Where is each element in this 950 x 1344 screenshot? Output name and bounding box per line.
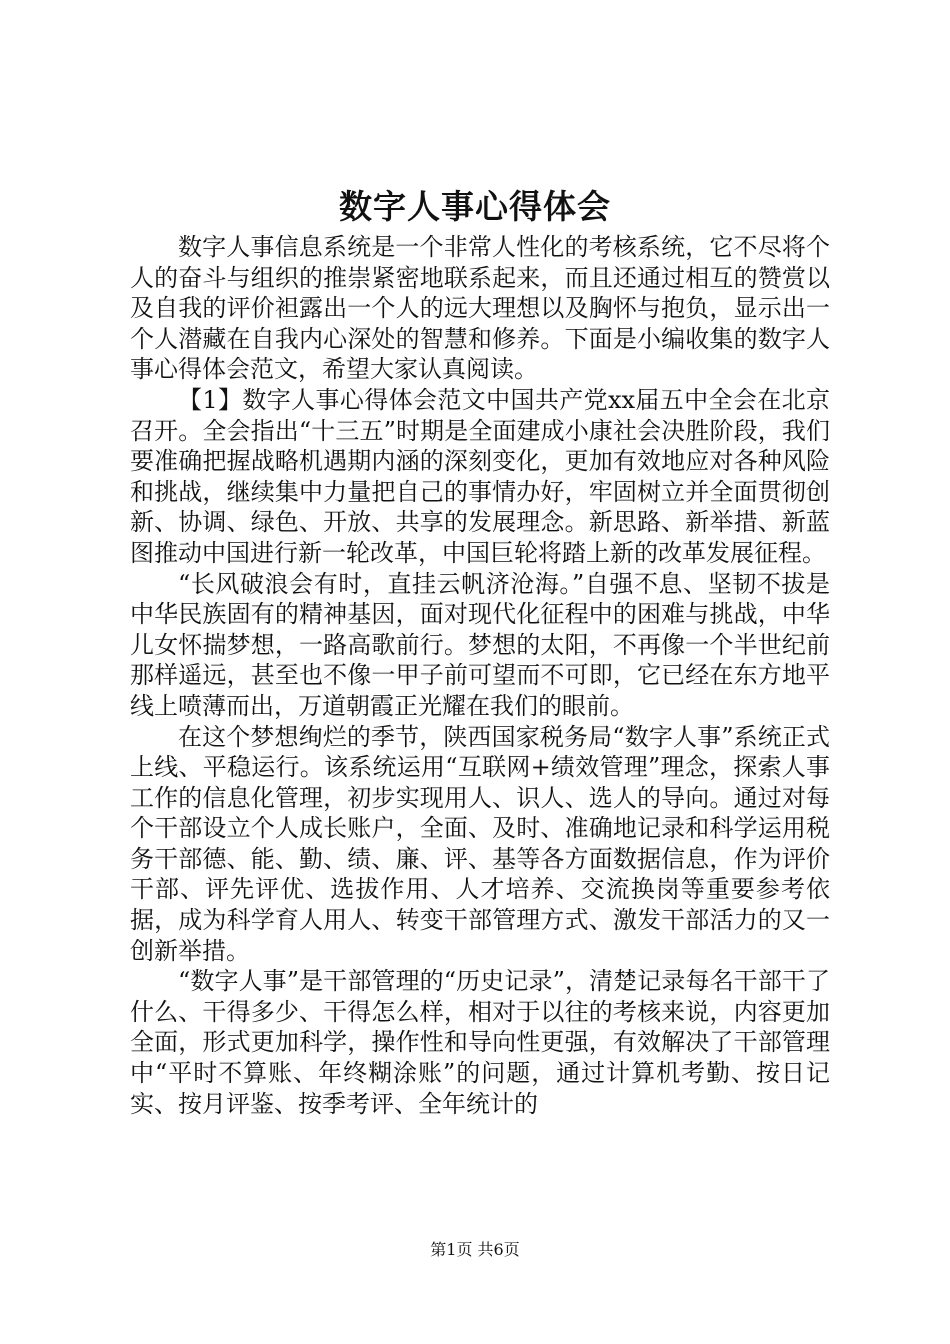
paragraph-4: “数字人事”是干部管理的“历史记录”，清楚记录每名干部干了什么、干得多少、干得怎么样，相对于以往的考核来说，内容更加全面，形式更加科学，操作性和导向性更强，有效解决了干部管理中“平时不算账、年终糊涂账”的问题，通过计算机考勤、按日记实、按月评鉴、按季考评、全年统计的 [130, 967, 830, 1118]
document-body [130, 232, 830, 1119]
document-title: 数字人事心得体会 [339, 187, 611, 226]
page-footer: 第1页 共6页 [430, 1240, 520, 1259]
paragraph-1: 【1】数字人事心得体会范文中国共产党xx届五中全会在北京召开。全会指出“十三五”时期是全面建成小康社会决胜阶段，我们要准确把握战略机遇期内涵的深刻变化，更加有效地应对各种风险和挑战，继续集中力量把自己的事情办好，牢固树立并全面贯彻创新、协调、绿色、开放、共享的发展理念。新思路、新举措、新蓝图推动中国进行新一轮改革，中国巨轮将踏上新的改革发展征程。 [130, 385, 830, 567]
paragraph-3: 在这个梦想绚烂的季节，陕西国家税务局“数字人事”系统正式上线、平稳运行。该系统运用“互联网+绩效管理”理念，探索人事工作的信息化管理，初步实现用人、识人、选人的导向。通过对每个干部设立个人成长账户，全面、及时、准确地记录和科学运用税务干部德、能、勤、绩、廉、评、基等各方面数据信息，作为评价干部、评先评优、选拔作用、人才培养、交流换岗等重要参考依据，成为科学育人用人、转变干部管理方式、激发干部活力的又一创新举措。 [130, 722, 830, 965]
paragraph-intro: 数字人事信息系统是一个非常人性化的考核系统，它不尽将个人的奋斗与组织的推崇紧密地联系起来，而且还通过相互的赞赏以及自我的评价袒露出一个人的远大理想以及胸怀与抱负，显示出一个人潜藏在自我内心深处的智慧和修养。下面是小编收集的数字人事心得体会范文，希望大家认真阅读。 [130, 233, 830, 384]
paragraph-2: “长风破浪会有时，直挂云帆济沧海。”自强不息、坚韧不拔是中华民族固有的精神基因，面对现代化征程中的困难与挑战，中华儿女怀揣梦想，一路高歌前行。梦想的太阳，不再像一个半世纪前那样遥远，甚至也不像一甲子前可望而不可即，它已经在东方地平线上喷薄而出，万道朝霞正光耀在我们的眼前。 [130, 569, 830, 720]
